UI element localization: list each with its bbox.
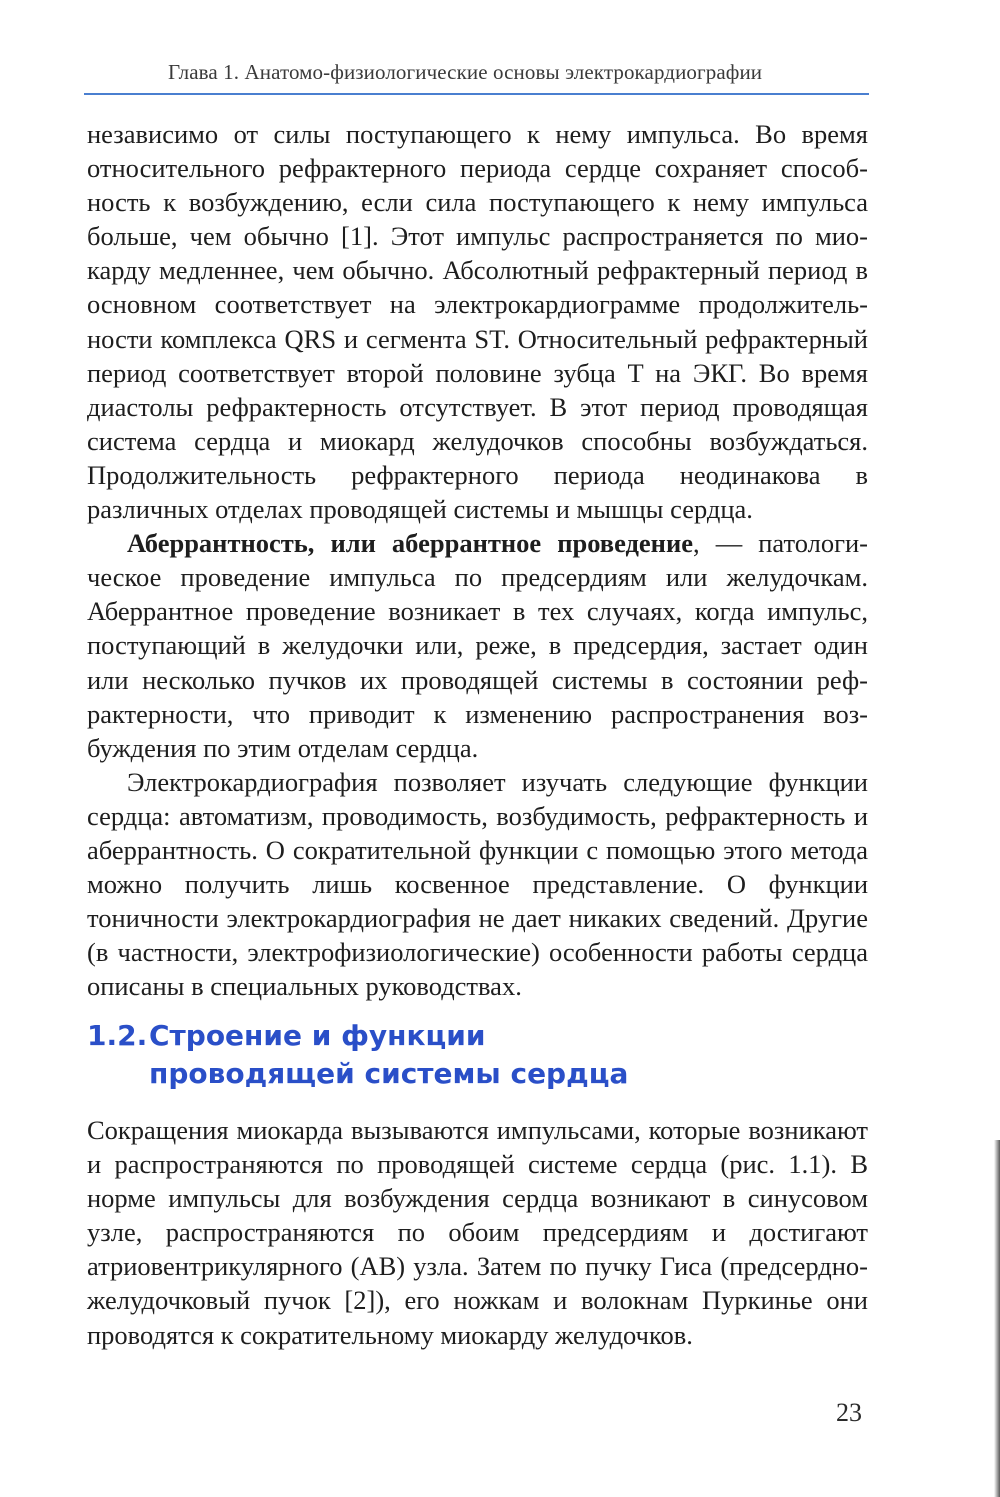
- paragraph-conduction-system: Сокращения миокарда вызываются импульсами, которые возникают и распространяются по проводящей системе сердца (рис. 1.1). В норме импульсы для возбуждения сердца возникают в синусовом узле, распространяются по обоим предсердиям и достигают атриовентрикулярного (АВ) узла. Затем по пучку Гиса (предсердно-желудочковый пучок [2]), его ножкам и волокнам Пуркинье они проводятся к сократительному миокарду желудочков.: [87, 1115, 868, 1350]
- term-aberrancy: Аберрантность, или аберрантное проведение: [127, 528, 693, 559]
- section-heading: [87, 1017, 868, 1093]
- running-header: Глава 1. Анатомо-физиологические основы электрокардиографии: [168, 60, 763, 84]
- paragraph-ecg-functions: Электрокардиография позволяет изучать следующие функции сердца: автоматизм, проводимость, возбудимость, рефрактерность и аберрантность. О сократительной функции с помощью этого метода можно получить лишь косвенное представление. О функции тоничности электрокардиография не дает никаких сведений. Другие (в частности, электрофизиологические) особенности работы сердца описаны в специальных руководствах.: [87, 766, 868, 1002]
- paragraph-aberrancy: [87, 526, 868, 765]
- header-rule: [84, 93, 869, 95]
- body-text: [87, 117, 868, 1003]
- section-text: [87, 1113, 868, 1352]
- page-edge-shadow: [994, 1140, 1000, 1497]
- paragraph-refractory: независимо от силы поступающего к нему импульса. Во время относительного рефрактерного периода сердце сохраняет способность к возбуждению, если сила поступающего к нему импульса больше, чем обычно [1]. Этот импульс распространяется по миокарду медленнее, чем обычно. Абсолютный рефрактерный период в основном соответствует на электрокардиограмме продолжительности комплекса QRS и сегмента ST. Относительный рефрактерный период соответствует второй половине зубца T на ЭКГ. Во время диастолы рефрактерность отсутствует. В этот период проводящая система сердца и миокард желудочков способны возбуждаться. Продолжительность рефрактерного периода неодинакова в различных отделах проводящей системы и мышцы сердца.: [87, 119, 868, 525]
- section-number: 1.2.: [87, 1019, 148, 1052]
- paragraph-aberrancy-rest: , — патологическое проведение импульса по предсердиям или желудочкам. Аберрантное проведение возникает в тех случаях, когда импульс, поступающий в желудочки или, реже, в предсердия, застает один или несколько пучков их проводящей системы в состоянии рефрактерности, что приводит к изменению распространения возбуждения по этим отделам сердца.: [87, 528, 868, 763]
- section-title-line2: проводящей системы сердца: [149, 1057, 629, 1090]
- page-number: 23: [836, 1398, 862, 1427]
- section-title-line1: Строение и функции: [149, 1019, 486, 1052]
